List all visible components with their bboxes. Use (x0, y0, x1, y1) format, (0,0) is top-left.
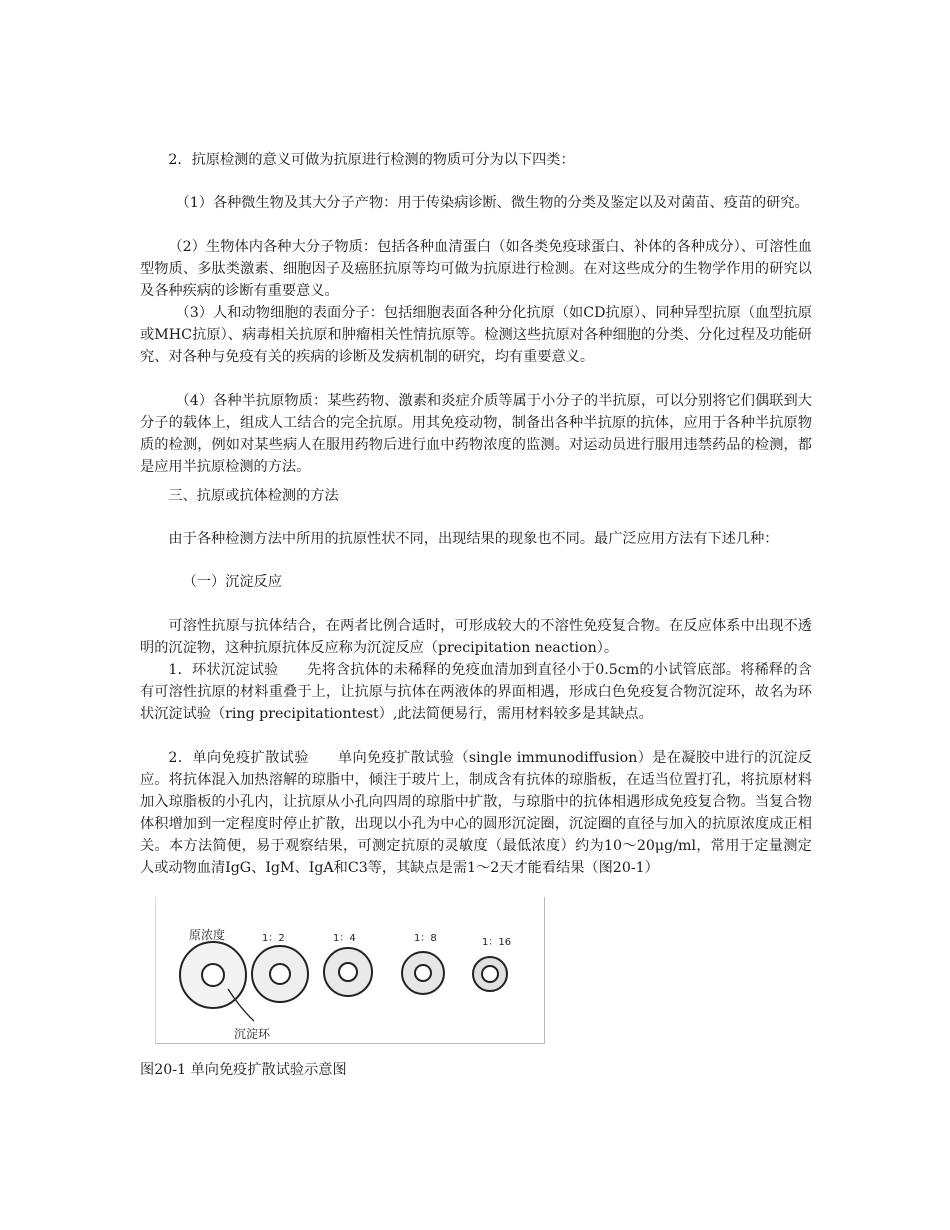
item-1-paragraph: （1）各种微生物及其大分子产物：用于传染病诊断、微生物的分类及鉴定以及对菌苗、疫苗的研究。 (175, 195, 809, 211)
subsection-1-title: （一）沉淀反应 (182, 574, 282, 590)
item-2-paragraph: （2）生物体内各种大分子物质：包括各种血清蛋白（如各类免疫球蛋白、补体的各种成分）、可溶性血型物质、多肽类激素、细胞因子及癌胚抗原等均可做为抗原进行检测。在对这些成分的生物学作用的研究以及各种疾病的诊断有重要意义。 (140, 239, 812, 299)
label-precipitation-ring: 沉淀环 (234, 1027, 271, 1041)
precipitation-ring-1 (180, 942, 246, 1008)
label-dilution-1-2: 1：2 (262, 933, 285, 944)
label-dilution-1-4: 1：4 (333, 933, 356, 944)
figure-20-1 (155, 897, 545, 1044)
ring-precipitation-test: 1．环状沉淀试验 先将含抗体的未稀释的免疫血清加到直径小于0.5cm的小试管底部。将稀释的含有可溶性抗原的材料重叠于上，让抗原与抗体在两液体的界面相遇，形成白色免疫复合物沉淀环，故名为环状沉淀试验（ring precipitationtest）,此法简便易行，需用材料较多是其缺点。 (140, 662, 812, 722)
precipitation-ring-3 (324, 948, 372, 996)
immunodiffusion-diagram (156, 897, 544, 1043)
section-3-title: 三、抗原或抗体检测的方法 (168, 488, 339, 504)
heading-antigen-detection: 2．抗原检测的意义可做为抗原进行检测的物质可分为以下四类： (168, 152, 575, 168)
item-4-paragraph: （4）各种半抗原物质：某些药物、激素和炎症介质等属于小分子的半抗原，可以分别将它们偶联到大分子的载体上，组成人工结合的完全抗原。用其免疫动物，制备出各种半抗原的抗体，应用于各种半抗原物质的检测，例如对某些病人在服用药物后进行血中药物浓度的监测。对运动员进行服用违禁药品的检测，都是应用半抗原检测的方法。 (140, 393, 812, 475)
section-3-intro: 由于各种检测方法中所用的抗原性状不同，出现结果的现象也不同。最广泛应用方法有下述几种： (168, 531, 779, 547)
precipitation-ring-5 (473, 957, 507, 991)
label-original-concentration: 原浓度 (189, 928, 226, 942)
precipitation-ring-4 (402, 952, 444, 994)
label-dilution-1-8: 1：8 (414, 933, 437, 944)
item-3-paragraph: （3）人和动物细胞的表面分子：包括细胞表面各种分化抗原（如CD抗原）、同种异型抗原（血型抗原或MHC抗原）、病毒相关抗原和肿瘤相关性情抗原等。检测这些抗原对各种细胞的分类、分化过程及功能研究、对各种与免疫有关的疾病的诊断及发病机制的研究，均有重要意义。 (140, 305, 812, 365)
label-dilution-1-16: 1：16 (482, 937, 512, 948)
precipitation-ring-2 (252, 946, 308, 1002)
figure-caption: 图20-1 单向免疫扩散试验示意图 (140, 1062, 347, 1078)
precipitation-intro: 可溶性抗原与抗体结合，在两者比例合适时，可形成较大的不溶性免疫复合物。在反应体系中出现不透明的沉淀物，这种抗原抗体反应称为沉淀反应（precipitation neaction）。 (140, 618, 812, 656)
single-immunodiffusion-test: 2．单向免疫扩散试验 单向免疫扩散试验（single immunodiffusion）是在凝胶中进行的沉淀反应。将抗体混入加热溶解的琼脂中，倾注于玻片上，制成含有抗体的琼脂板，在适当位置打孔，将抗原材料加入琼脂板的小孔内，让抗原从小孔向四周的琼脂中扩散，与琼脂中的抗体相遇形成免疫复合物。当复合物体积增加到一定程度时停止扩散，出现以小孔为中心的圆形沉淀圈，沉淀圈的直径与加入的抗原浓度成正相关。本方法简便，易于观察结果，可测定抗原的灵敏度（最低浓度）约为10～20μg/ml，常用于定量测定人或动物血清IgG、IgM、IgA和C3等，其缺点是需1～2天才能看结果（图20-1） (140, 750, 812, 876)
